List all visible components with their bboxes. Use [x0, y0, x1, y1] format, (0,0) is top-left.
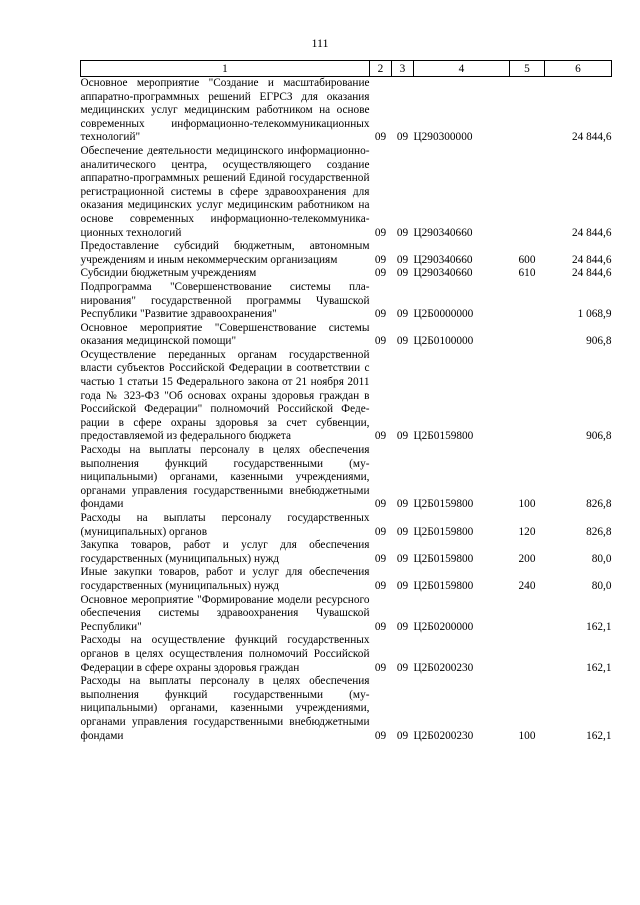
row-section: 09 — [374, 226, 387, 239]
row-section: 09 — [374, 131, 387, 144]
budget-table — [80, 60, 612, 743]
row-section: 09 — [374, 579, 387, 592]
row-amount: 162,1 — [586, 661, 612, 674]
row-subsection: 09 — [396, 620, 409, 633]
row-subsection: 09 — [396, 430, 409, 443]
row-section: 09 — [374, 552, 387, 565]
table-body — [81, 77, 612, 744]
row-target-code: Ц2Б0000000 — [413, 308, 474, 321]
row-target-code: Ц2Б0159800 — [413, 552, 474, 565]
header-col-1: 1 — [81, 61, 370, 77]
row-expense-type — [510, 145, 545, 240]
row-name: Расходы на выплаты персоналу в целях обеспечения выполнения функций государственными (муниципальными) органами, казенными учреждениями, органами управления государственными внебюджетными фондами — [80, 444, 370, 511]
row-amount: 162,1 — [586, 620, 612, 633]
table-row — [81, 539, 612, 566]
row-subsection: 09 — [396, 525, 409, 538]
row-section: 09 — [374, 253, 387, 266]
table-row — [81, 77, 612, 145]
table-row — [81, 444, 612, 512]
row-expense-type: 120 — [518, 525, 536, 538]
row-amount: 826,8 — [586, 525, 612, 538]
row-target-code: Ц2Б0159800 — [413, 525, 474, 538]
row-amount: 24 844,6 — [571, 226, 612, 239]
row-expense-type — [510, 322, 545, 349]
row-section: 09 — [374, 430, 387, 443]
row-amount: 906,8 — [586, 430, 612, 443]
row-expense-type: 100 — [518, 729, 536, 742]
header-col-5: 5 — [510, 61, 545, 77]
row-subsection: 09 — [396, 335, 409, 348]
table-row — [81, 349, 612, 444]
row-target-code: Ц2Б0200230 — [413, 661, 474, 674]
row-amount: 906,8 — [586, 335, 612, 348]
row-section: 09 — [374, 620, 387, 633]
row-target-code: Ц2Б0159800 — [413, 430, 474, 443]
row-target-code: Ц290340660 — [413, 253, 473, 266]
row-expense-type: 600 — [518, 253, 536, 266]
table-row — [81, 267, 612, 281]
row-amount: 162,1 — [586, 729, 612, 742]
row-expense-type — [510, 77, 545, 145]
row-expense-type — [510, 349, 545, 444]
row-subsection: 09 — [396, 131, 409, 144]
row-subsection: 09 — [396, 267, 409, 280]
row-name: Основное мероприятие "Формирование модели ресурсного обеспечения системы здравоохранения Чувашской Республики" — [80, 593, 370, 633]
row-amount: 80,0 — [591, 579, 612, 592]
row-expense-type: 100 — [518, 498, 536, 511]
row-name: Основное мероприятие "Создание и масштабирование аппаратно-программных решений ЕГРСЗ для оказания медицинских услуг медицинским работником на основе современных информационно-телекоммуникационных технологий" — [80, 77, 370, 144]
row-name: Обеспечение деятельности медицинского информационно-аналитического центра, осуществляющего создание аппаратно-программных решений Единой государственной регистрационной системы в сфере здравоохранения для оказания медицинских услуг медицинским работником на основе современных информационно-телекоммуникационных технологий — [80, 144, 370, 239]
row-target-code: Ц2Б0200000 — [413, 620, 474, 633]
row-expense-type: 240 — [518, 579, 536, 592]
row-name: Подпрограмма "Совершенствование системы планирования" государственной программы Чувашской Республики "Развитие здравоохранения" — [80, 280, 370, 321]
row-target-code: Ц290340660 — [413, 267, 473, 280]
row-name: Осуществление переданных органам государственной власти субъектов Российской Федерации в соответствии с частью 1 статьи 15 Федерального закона от 21 ноября 2011 года № 323-ФЗ "Об основах охраны здоровья граждан в Российской Федерации" полномочий Российской Федерации в сфере охраны здоровья за счет субвенции, предоставляемой из федерального бюджета — [80, 348, 370, 443]
header-col-3: 3 — [392, 61, 414, 77]
row-amount: 1 068,9 — [577, 308, 612, 321]
row-name: Расходы на выплаты персоналу в целях обеспечения выполнения функций государственными (муниципальными) органами, казенными учреждениями, органами управления государственными внебюджетными фондами — [80, 675, 370, 742]
table-row — [81, 281, 612, 322]
row-amount: 24 844,6 — [571, 267, 612, 280]
row-name: Расходы на выплаты персоналу государственных (муниципальных) органов — [80, 512, 370, 538]
row-section: 09 — [374, 661, 387, 674]
row-name: Предоставление субсидий бюджетным, автономным учреждениям и иным некоммерческим организациям — [80, 240, 370, 266]
row-section: 09 — [374, 729, 387, 742]
row-target-code: Ц290300000 — [413, 131, 473, 144]
row-subsection: 09 — [396, 226, 409, 239]
row-expense-type — [510, 594, 545, 635]
table-row — [81, 145, 612, 240]
header-row — [81, 61, 612, 77]
row-subsection: 09 — [396, 498, 409, 511]
row-amount: 24 844,6 — [571, 253, 612, 266]
row-subsection: 09 — [396, 579, 409, 592]
row-target-code: Ц2Б0200230 — [413, 729, 474, 742]
table-header — [81, 61, 612, 77]
header-col-6: 6 — [545, 61, 612, 77]
row-section: 09 — [374, 267, 387, 280]
row-amount: 826,8 — [586, 498, 612, 511]
row-target-code: Ц2Б0159800 — [413, 498, 474, 511]
row-target-code: Ц290340660 — [413, 226, 473, 239]
row-subsection: 09 — [396, 661, 409, 674]
row-section: 09 — [374, 308, 387, 321]
row-expense-type: 200 — [518, 552, 536, 565]
table-row — [81, 594, 612, 635]
row-expense-type — [510, 634, 545, 675]
row-subsection: 09 — [396, 729, 409, 742]
row-section: 09 — [374, 498, 387, 511]
row-section: 09 — [374, 525, 387, 538]
row-subsection: 09 — [396, 552, 409, 565]
table-row — [81, 566, 612, 593]
row-expense-type: 610 — [518, 267, 536, 280]
table-row — [81, 675, 612, 743]
table-row — [81, 322, 612, 349]
row-name: Иные закупки товаров, работ и услуг для обеспечения государственных (муниципальных) нужд — [80, 566, 370, 592]
row-target-code: Ц2Б0159800 — [413, 579, 474, 592]
row-name: Расходы на осуществление функций государственных органов в целях осуществления полномочий Российской Федерации в сфере охраны здоровья граждан — [80, 634, 370, 674]
table-row — [81, 634, 612, 675]
header-col-4: 4 — [414, 61, 510, 77]
row-name: Закупка товаров, работ и услуг для обеспечения государственных (муниципальных) нужд — [80, 539, 370, 565]
row-subsection: 09 — [396, 253, 409, 266]
table-row — [81, 240, 612, 267]
row-expense-type — [510, 281, 545, 322]
row-target-code: Ц2Б0100000 — [413, 335, 474, 348]
header-col-2: 2 — [370, 61, 392, 77]
row-amount: 24 844,6 — [571, 131, 612, 144]
row-section: 09 — [374, 335, 387, 348]
table-row — [81, 512, 612, 539]
row-amount: 80,0 — [591, 552, 612, 565]
row-name: Субсидии бюджетным учреждениям — [80, 267, 257, 280]
page-number: 111 — [311, 36, 329, 50]
row-subsection: 09 — [396, 308, 409, 321]
row-name: Основное мероприятие "Совершенствование системы оказания медицинской помощи" — [80, 321, 370, 348]
